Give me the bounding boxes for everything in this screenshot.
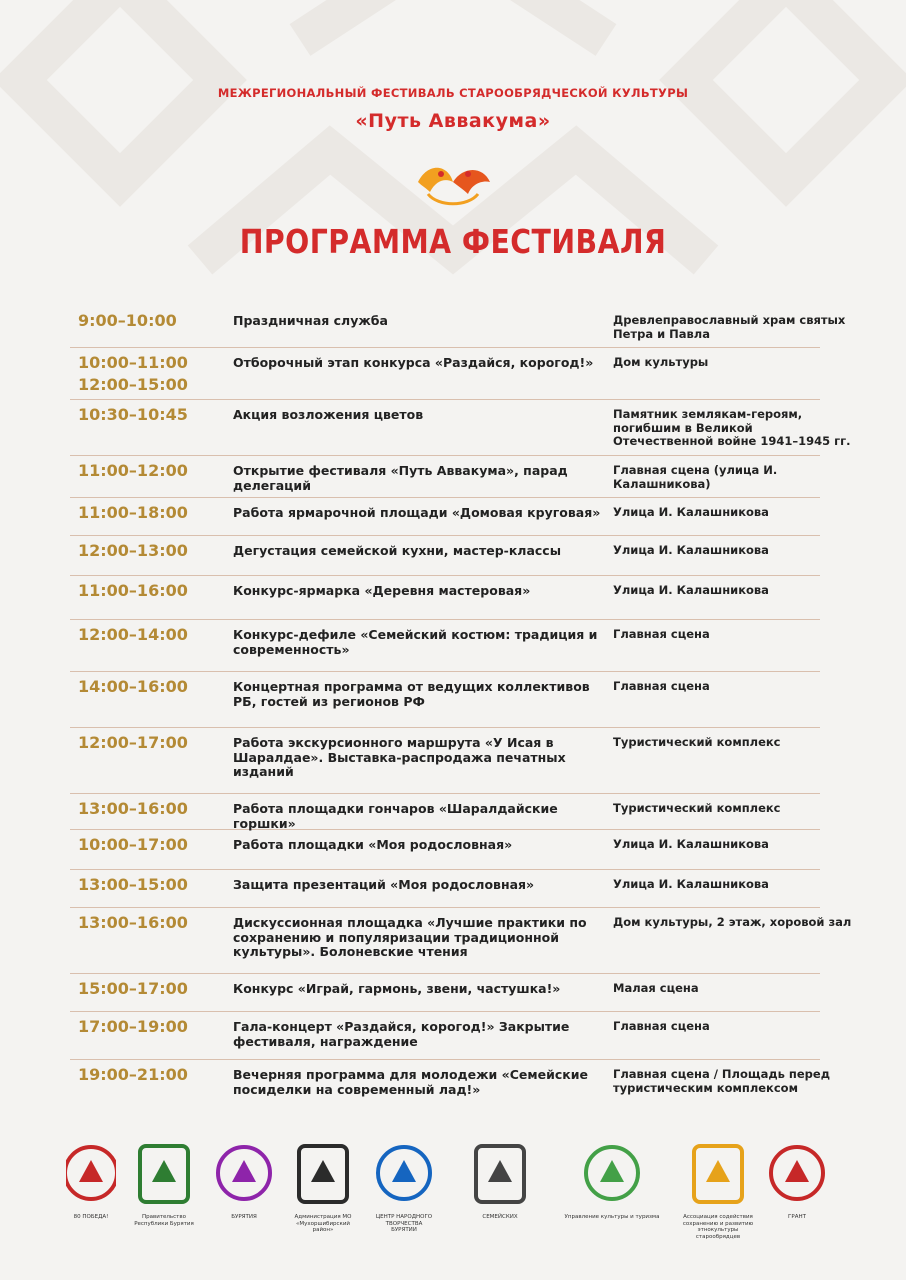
schedule-row [70,400,851,456]
schedule-time [78,404,188,426]
buryatia-emblem-icon [132,1138,196,1227]
schedule-event: Открытие фестиваля «Путь Аввакума», парад делегаций [233,463,568,493]
logo-caption: Правительство Республики Бурятия [134,1214,194,1227]
schedule-place: Главная сцена / Площадь перед туристическим комплексом [613,1067,830,1095]
time-range: 10:00–11:00 [78,353,188,372]
time-range: 17:00–19:00 [78,1017,188,1036]
logo-caption: 80 ПОБЕДА! [73,1214,109,1220]
schedule-time [78,580,188,602]
schedule-time [78,874,188,896]
schedule-event: Работа площадки гончаров «Шаралдайские горшки» [233,801,558,831]
schedule-time [78,352,188,396]
schedule-place: Древлеправославный храм святых Петра и Павла [613,313,846,341]
logo-caption: СЕМЕЙСКИХ [482,1214,518,1220]
logo-caption: БУРЯТИЯ [231,1214,257,1220]
schedule-place: Главная сцена (улица И. Калашникова) [613,463,778,491]
time-range: 19:00–21:00 [78,1065,188,1084]
schedule-place: Улица И. Калашникова [613,505,769,519]
firebird-icon [408,152,498,212]
semeiskie-center-icon [450,1138,550,1221]
schedule-place: Улица И. Калашникова [613,543,769,557]
schedule-row [70,620,820,672]
schedule-time [78,540,188,562]
schedule-event: Работа экскурсионного маршрута «У Исая в Шаралдае». Выставка-распродажа печатных изданий [233,735,566,779]
schedule-row [70,672,820,728]
schedule-event: Гала-концерт «Раздайся, корогод!» Закрытие фестиваля, награждение [233,1019,570,1049]
schedule-time [78,834,188,856]
schedule-time [78,912,188,934]
logo-caption: ЦЕНТР НАРОДНОГО ТВОРЧЕСТВА БУРЯТИИ [375,1214,433,1233]
schedule-row [70,306,846,348]
culture-department-icon [560,1138,664,1221]
schedule-event: Концертная программа от ведущих коллективов РБ, гостей из регионов РФ [233,679,590,709]
time-range: 13:00–16:00 [78,913,188,932]
schedule-place: Улица И. Калашникова [613,583,769,597]
schedule-place: Туристический комплекс [613,735,781,749]
oldbelievers-association-icon [678,1138,758,1240]
oldbelievers-association-icon-graphic [678,1138,758,1208]
schedule-row [70,576,820,620]
schedule-row [70,830,820,870]
schedule-event: Акция возложения цветов [233,407,424,422]
schedule-event: Конкурс-дефиле «Семейский костюм: традиция и современность» [233,627,598,657]
semeiskie-center-icon-graphic [450,1138,550,1208]
buryatia-emblem-icon-graphic [132,1138,196,1208]
time-range: 10:30–10:45 [78,405,188,424]
schedule-place: Дом культуры, 2 этаж, хоровой зал [613,915,852,929]
schedule-event: Отборочный этап конкурса «Раздайся, корогод!» [233,355,594,370]
time-range: 11:00–12:00 [78,461,188,480]
folk-center-icon [372,1138,436,1234]
schedule-place: Малая сцена [613,981,699,995]
schedule-time [78,1064,188,1086]
grant-house-icon-graphic [766,1138,828,1208]
schedule-place: Дом культуры [613,355,709,369]
schedule-time [78,460,188,482]
time-range: 13:00–16:00 [78,799,188,818]
culture-department-icon-graphic [560,1138,664,1208]
time-range: 9:00–10:00 [78,311,177,330]
schedule-time [78,1016,188,1038]
time-range: 12:00–13:00 [78,541,188,560]
program-title: ПРОГРАММА ФЕСТИВАЛЯ [239,222,667,261]
victory-80-icon-graphic [66,1138,116,1208]
schedule-time [78,676,188,698]
schedule-row [70,794,820,830]
schedule-row [70,348,820,400]
schedule-place: Памятник землякам-героям, погибшим в Великой Отечественной войне 1941–1945 гг. [613,407,851,448]
schedule-event: Работа площадки «Моя родословная» [233,837,513,852]
schedule-event: Праздничная служба [233,313,388,328]
schedule-event: Конкурс «Играй, гармонь, звени, частушка!» [233,981,561,996]
schedule-row [70,870,820,908]
schedule-time [78,798,188,820]
schedule-place: Главная сцена [613,679,710,693]
logo-caption: Администрация МО «Мухоршибирский район» [294,1214,352,1233]
schedule-row [70,974,820,1012]
partner-logos [0,1138,906,1258]
time-range: 12:00–14:00 [78,625,188,644]
schedule-row [70,498,820,536]
schedule-row [70,908,852,974]
schedule-event: Защита презентаций «Моя родословная» [233,877,535,892]
schedule-row [70,536,820,576]
time-range: 15:00–17:00 [78,979,188,998]
schedule-row [70,1012,820,1060]
schedule-time [78,732,188,754]
logo-caption: ГРАНТ [788,1214,806,1220]
schedule-table [70,306,852,1112]
schedule-place: Главная сцена [613,1019,710,1033]
buryatia-brand-icon [208,1138,280,1221]
logo-caption: Управление культуры и туризма [564,1214,660,1220]
schedule-event: Дискуссионная площадка «Лучшие практики по сохранению и популяризации традиционной культуры». Болоневские чтения [233,915,587,959]
schedule-place: Улица И. Калашникова [613,837,769,851]
schedule-event: Конкурс-ярмарка «Деревня мастеровая» [233,583,531,598]
time-range: 12:00–17:00 [78,733,188,752]
schedule-time [78,310,177,332]
schedule-row [70,1060,830,1112]
district-emblem-icon-graphic [288,1138,358,1208]
schedule-event: Вечерняя программа для молодежи «Семейские посиделки на современный лад!» [233,1067,588,1097]
logo-caption: Ассоциация содействия сохранению и развитию этнокультуры старообрядцев [682,1214,754,1240]
festival-name: «Путь Аввакума» [355,110,551,132]
schedule-place: Туристический комплекс [613,801,781,815]
schedule-time [78,978,188,1000]
time-range: 10:00–17:00 [78,835,188,854]
grant-house-icon [766,1138,828,1221]
schedule-event: Работа ярмарочной площади «Домовая круговая» [233,505,601,520]
time-range: 13:00–15:00 [78,875,188,894]
time-range: 11:00–18:00 [78,503,188,522]
victory-80-icon [66,1138,116,1221]
folk-center-icon-graphic [372,1138,436,1208]
buryatia-brand-icon-graphic [208,1138,280,1208]
festival-header [0,86,906,132]
schedule-row [70,456,820,498]
schedule-time [78,624,188,646]
time-range: 11:00–16:00 [78,581,188,600]
time-range: 12:00–15:00 [78,375,188,394]
schedule-event: Дегустация семейской кухни, мастер-классы [233,543,562,558]
schedule-time [78,502,188,524]
schedule-place: Улица И. Калашникова [613,877,769,891]
schedule-place: Главная сцена [613,627,710,641]
festival-subtitle: МЕЖРЕГИОНАЛЬНЫЙ ФЕСТИВАЛЬ СТАРООБРЯДЧЕСКОЙ КУЛЬТУРЫ [217,86,689,100]
schedule-row [70,728,820,794]
time-range: 14:00–16:00 [78,677,188,696]
district-emblem-icon [288,1138,358,1234]
